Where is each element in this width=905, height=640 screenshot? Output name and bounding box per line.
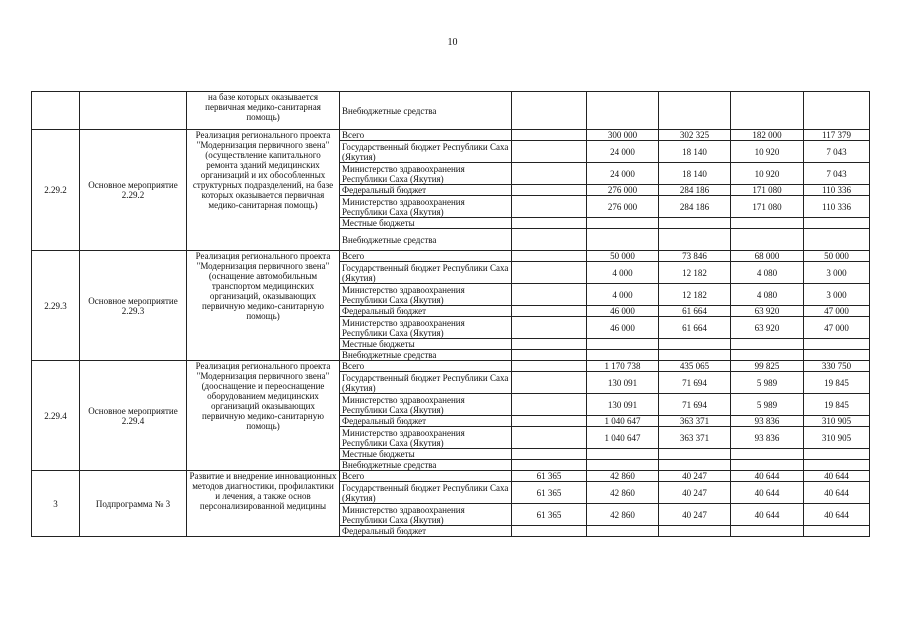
amount-cell [731,339,804,350]
funding-source: Государственный бюджет Республики Саха (Якутия) [340,482,512,504]
amount-cell [731,350,804,361]
amount-cell [512,92,587,130]
funding-source: Федеральный бюджет [340,306,512,317]
funding-source: Федеральный бюджет [340,526,512,537]
amount-cell: 46 000 [587,317,659,339]
amount-cell: 24 000 [587,163,659,185]
funding-source: Местные бюджеты [340,449,512,460]
amount-cell: 61 664 [659,317,731,339]
amount-cell: 19 845 [804,394,870,416]
amount-cell [587,229,659,251]
amount-cell [731,229,804,251]
amount-cell [587,218,659,229]
amount-cell: 73 846 [659,251,731,262]
funding-source: Внебюджетные средства [340,229,512,251]
table-row [32,130,870,141]
amount-cell: 68 000 [731,251,804,262]
amount-cell [804,350,870,361]
budget-table [31,91,870,537]
amount-cell [659,460,731,471]
amount-cell [731,460,804,471]
amount-cell: 310 905 [804,427,870,449]
amount-cell [512,361,587,372]
amount-cell: 4 000 [587,262,659,284]
amount-cell [512,163,587,185]
amount-cell: 10 920 [731,141,804,163]
amount-cell [659,92,731,130]
funding-source: Министерство здравоохранения Республики Саха (Якутия) [340,284,512,306]
amount-cell: 61 365 [512,504,587,526]
amount-cell [512,185,587,196]
amount-cell: 110 336 [804,196,870,218]
row-name [80,92,187,130]
amount-cell [512,394,587,416]
amount-cell [659,339,731,350]
amount-cell: 1 170 738 [587,361,659,372]
amount-cell: 276 000 [587,185,659,196]
row-number [32,92,80,130]
amount-cell: 182 000 [731,130,804,141]
amount-cell: 61 664 [659,306,731,317]
amount-cell [587,526,659,537]
table-row [32,471,870,482]
amount-cell: 40 644 [731,482,804,504]
row-description: Реализация регионального проекта "Модернизация первичного звена" (дооснащение и переоснащение оборудованием медицинских организаций оказывающих первичную медико-санитарную помощь) [187,361,340,471]
amount-cell: 171 080 [731,185,804,196]
amount-cell [731,449,804,460]
amount-cell [587,92,659,130]
amount-cell: 1 040 647 [587,416,659,427]
amount-cell: 130 091 [587,372,659,394]
amount-cell: 63 920 [731,306,804,317]
funding-source: Внебюджетные средства [340,460,512,471]
amount-cell: 3 000 [804,262,870,284]
funding-source: Федеральный бюджет [340,416,512,427]
amount-cell: 42 860 [587,482,659,504]
amount-cell [804,449,870,460]
funding-source: Министерство здравоохранения Республики Саха (Якутия) [340,163,512,185]
amount-cell [512,251,587,262]
amount-cell: 310 905 [804,416,870,427]
amount-cell [659,449,731,460]
row-name: Основное мероприятие 2.29.3 [80,251,187,361]
amount-cell: 7 043 [804,141,870,163]
amount-cell [512,130,587,141]
amount-cell [512,449,587,460]
funding-source: Местные бюджеты [340,339,512,350]
amount-cell: 71 694 [659,394,731,416]
amount-cell: 47 000 [804,317,870,339]
amount-cell: 110 336 [804,185,870,196]
amount-cell: 3 000 [804,284,870,306]
amount-cell: 4 080 [731,284,804,306]
amount-cell [512,229,587,251]
amount-cell: 40 644 [804,482,870,504]
amount-cell: 171 080 [731,196,804,218]
amount-cell: 5 989 [731,372,804,394]
funding-source: Министерство здравоохранения Республики Саха (Якутия) [340,427,512,449]
row-name: Подпрограмма № 3 [80,471,187,537]
amount-cell [587,339,659,350]
amount-cell: 1 040 647 [587,427,659,449]
amount-cell [512,460,587,471]
funding-source: Министерство здравоохранения Республики Саха (Якутия) [340,317,512,339]
amount-cell: 18 140 [659,163,731,185]
amount-cell: 93 836 [731,427,804,449]
amount-cell [512,372,587,394]
amount-cell [659,526,731,537]
amount-cell [731,92,804,130]
amount-cell: 363 371 [659,416,731,427]
amount-cell: 12 182 [659,262,731,284]
table-row [32,361,870,372]
amount-cell: 99 825 [731,361,804,372]
amount-cell: 50 000 [804,251,870,262]
amount-cell: 40 247 [659,482,731,504]
table-row [32,92,870,130]
funding-source: Государственный бюджет Республики Саха (Якутия) [340,372,512,394]
funding-source: Всего [340,251,512,262]
funding-source: Всего [340,130,512,141]
amount-cell: 40 644 [804,471,870,482]
funding-source: Министерство здравоохранения Республики Саха (Якутия) [340,504,512,526]
amount-cell [659,218,731,229]
amount-cell [804,92,870,130]
funding-source: Внебюджетные средства [340,350,512,361]
amount-cell [731,526,804,537]
funding-source: Всего [340,361,512,372]
amount-cell: 42 860 [587,504,659,526]
amount-cell: 117 379 [804,130,870,141]
amount-cell [512,306,587,317]
row-number: 3 [32,471,80,537]
amount-cell [512,284,587,306]
amount-cell: 284 186 [659,185,731,196]
row-description: Реализация регионального проекта "Модернизация первичного звена" (осуществление капитального ремонта зданий медицинских организаций и их обособленных структурных подразделений, на базе которых оказывается первичная медико-санитарная помощь) [187,130,340,251]
amount-cell [512,196,587,218]
amount-cell [512,350,587,361]
row-number: 2.29.4 [32,361,80,471]
amount-cell: 42 860 [587,471,659,482]
amount-cell: 7 043 [804,163,870,185]
amount-cell [512,416,587,427]
amount-cell [587,449,659,460]
amount-cell [659,229,731,251]
amount-cell: 363 371 [659,427,731,449]
amount-cell [731,218,804,229]
funding-source: Внебюджетные средства [340,92,512,130]
amount-cell [804,339,870,350]
amount-cell: 46 000 [587,306,659,317]
amount-cell: 93 836 [731,416,804,427]
amount-cell [512,526,587,537]
amount-cell: 40 247 [659,471,731,482]
amount-cell: 4 000 [587,284,659,306]
amount-cell [804,229,870,251]
amount-cell: 61 365 [512,471,587,482]
amount-cell: 4 080 [731,262,804,284]
amount-cell [659,350,731,361]
amount-cell: 61 365 [512,482,587,504]
funding-source: Министерство здравоохранения Республики Саха (Якутия) [340,196,512,218]
amount-cell [804,218,870,229]
amount-cell: 10 920 [731,163,804,185]
amount-cell: 63 920 [731,317,804,339]
funding-source: Министерство здравоохранения Республики Саха (Якутия) [340,394,512,416]
amount-cell [512,339,587,350]
row-description: Развитие и внедрение инновационных методов диагностики, профилактики и лечения, а также основ персонализированной медицины [187,471,340,537]
funding-source: Государственный бюджет Республики Саха (Якутия) [340,141,512,163]
amount-cell: 19 845 [804,372,870,394]
amount-cell: 40 247 [659,504,731,526]
row-description: Реализация регионального проекта "Модернизация первичного звена" (оснащение автомобильным транспортом медицинских организаций, оказывающих первичную медико-санитарную помощь) [187,251,340,361]
amount-cell [587,350,659,361]
budget-table-body [32,92,870,537]
funding-source: Всего [340,471,512,482]
amount-cell [512,427,587,449]
funding-source: Местные бюджеты [340,218,512,229]
amount-cell [804,526,870,537]
table-row [32,251,870,262]
amount-cell: 71 694 [659,372,731,394]
amount-cell: 12 182 [659,284,731,306]
amount-cell: 40 644 [731,504,804,526]
row-number: 2.29.2 [32,130,80,251]
amount-cell: 40 644 [731,471,804,482]
row-name: Основное мероприятие 2.29.4 [80,361,187,471]
amount-cell: 330 750 [804,361,870,372]
amount-cell: 50 000 [587,251,659,262]
amount-cell [512,141,587,163]
row-number: 2.29.3 [32,251,80,361]
amount-cell [512,218,587,229]
funding-source: Государственный бюджет Республики Саха (Якутия) [340,262,512,284]
amount-cell: 300 000 [587,130,659,141]
row-name: Основное мероприятие 2.29.2 [80,130,187,251]
amount-cell: 40 644 [804,504,870,526]
amount-cell [804,460,870,471]
row-description: на базе которых оказывается первичная медико-санитарная помощь) [187,92,340,130]
amount-cell: 18 140 [659,141,731,163]
amount-cell: 302 325 [659,130,731,141]
amount-cell: 5 989 [731,394,804,416]
amount-cell [587,460,659,471]
amount-cell [512,262,587,284]
amount-cell: 435 065 [659,361,731,372]
funding-source: Федеральный бюджет [340,185,512,196]
amount-cell: 276 000 [587,196,659,218]
amount-cell [512,317,587,339]
amount-cell: 130 091 [587,394,659,416]
amount-cell: 24 000 [587,141,659,163]
amount-cell: 47 000 [804,306,870,317]
page-number: 10 [447,37,458,48]
amount-cell: 284 186 [659,196,731,218]
